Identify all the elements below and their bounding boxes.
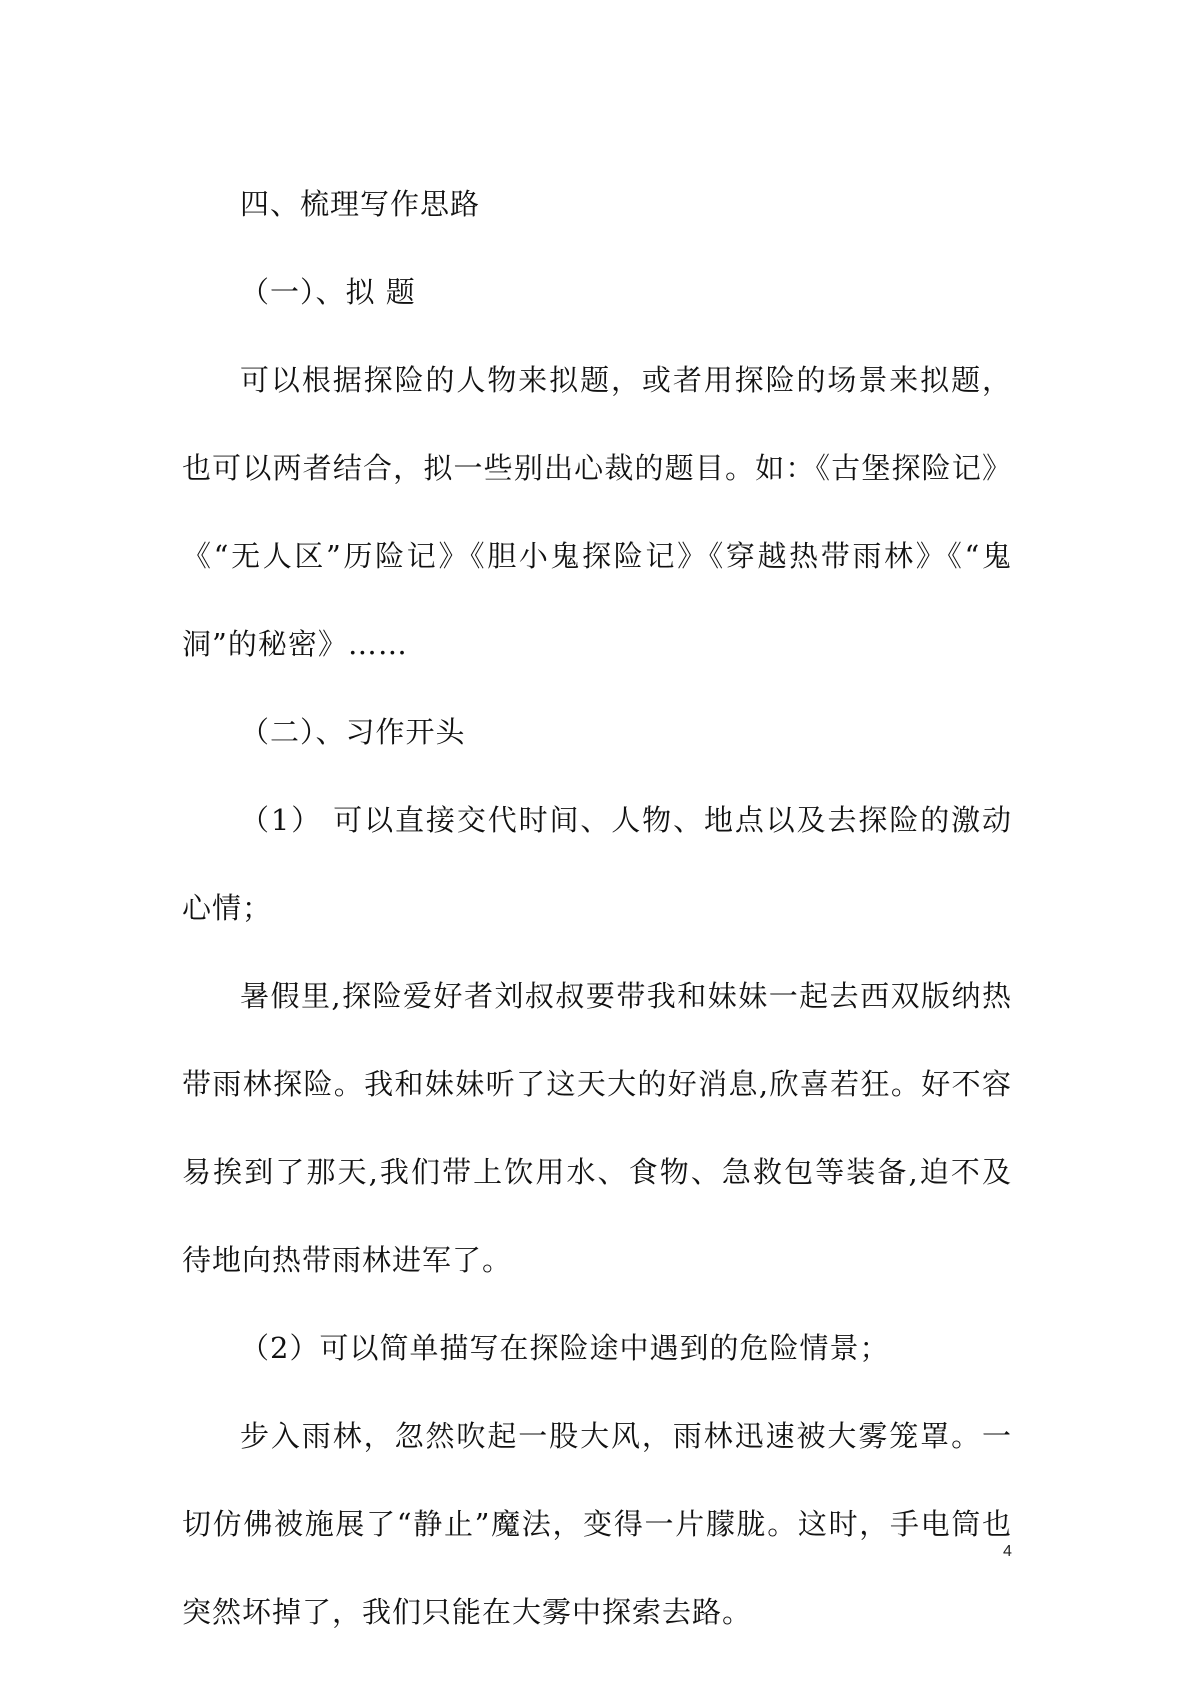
point-one: （1） 可以直接交代时间、人物、地点以及去探险的激动心情； [182, 803, 1012, 925]
title-paragraph: 可以根据探险的人物来拟题，或者用探险的场景来拟题，也可以两者结合，拟一些别出心裁的题目。如：《古堡探险记》《“无人区”历险记》《胆小鬼探险记》《穿越热带雨林》《“鬼洞”的秘密》…… [182, 363, 1012, 661]
point-two: （2）可以简单描写在探险途中遇到的危险情景； [240, 1331, 890, 1365]
example-paragraph-one: 暑假里,探险爱好者刘叔叔要带我和妹妹一起去西双版纳热带雨林探险。我和妹妹听了这天大的好消息,欣喜若狂。好不容易挨到了那天,我们带上饮用水、食物、急救包等装备,迫不及待地向热带雨林进军了。 [182, 979, 1012, 1277]
section-heading: 四、梳理写作思路 [240, 187, 481, 221]
page-number: 4 [1003, 1543, 1012, 1560]
body-text [182, 160, 1012, 1656]
subsection-heading-title: （一）、拟 题 [240, 275, 416, 309]
example-paragraph-two: 步入雨林，忽然吹起一股大风，雨林迅速被大雾笼罩。一切仿佛被施展了“静止”魔法，变得一片朦胧。这时，手电筒也突然坏掉了，我们只能在大雾中探索去路。 [182, 1419, 1012, 1629]
subsection-heading-opening: （二）、习作开头 [240, 715, 466, 749]
